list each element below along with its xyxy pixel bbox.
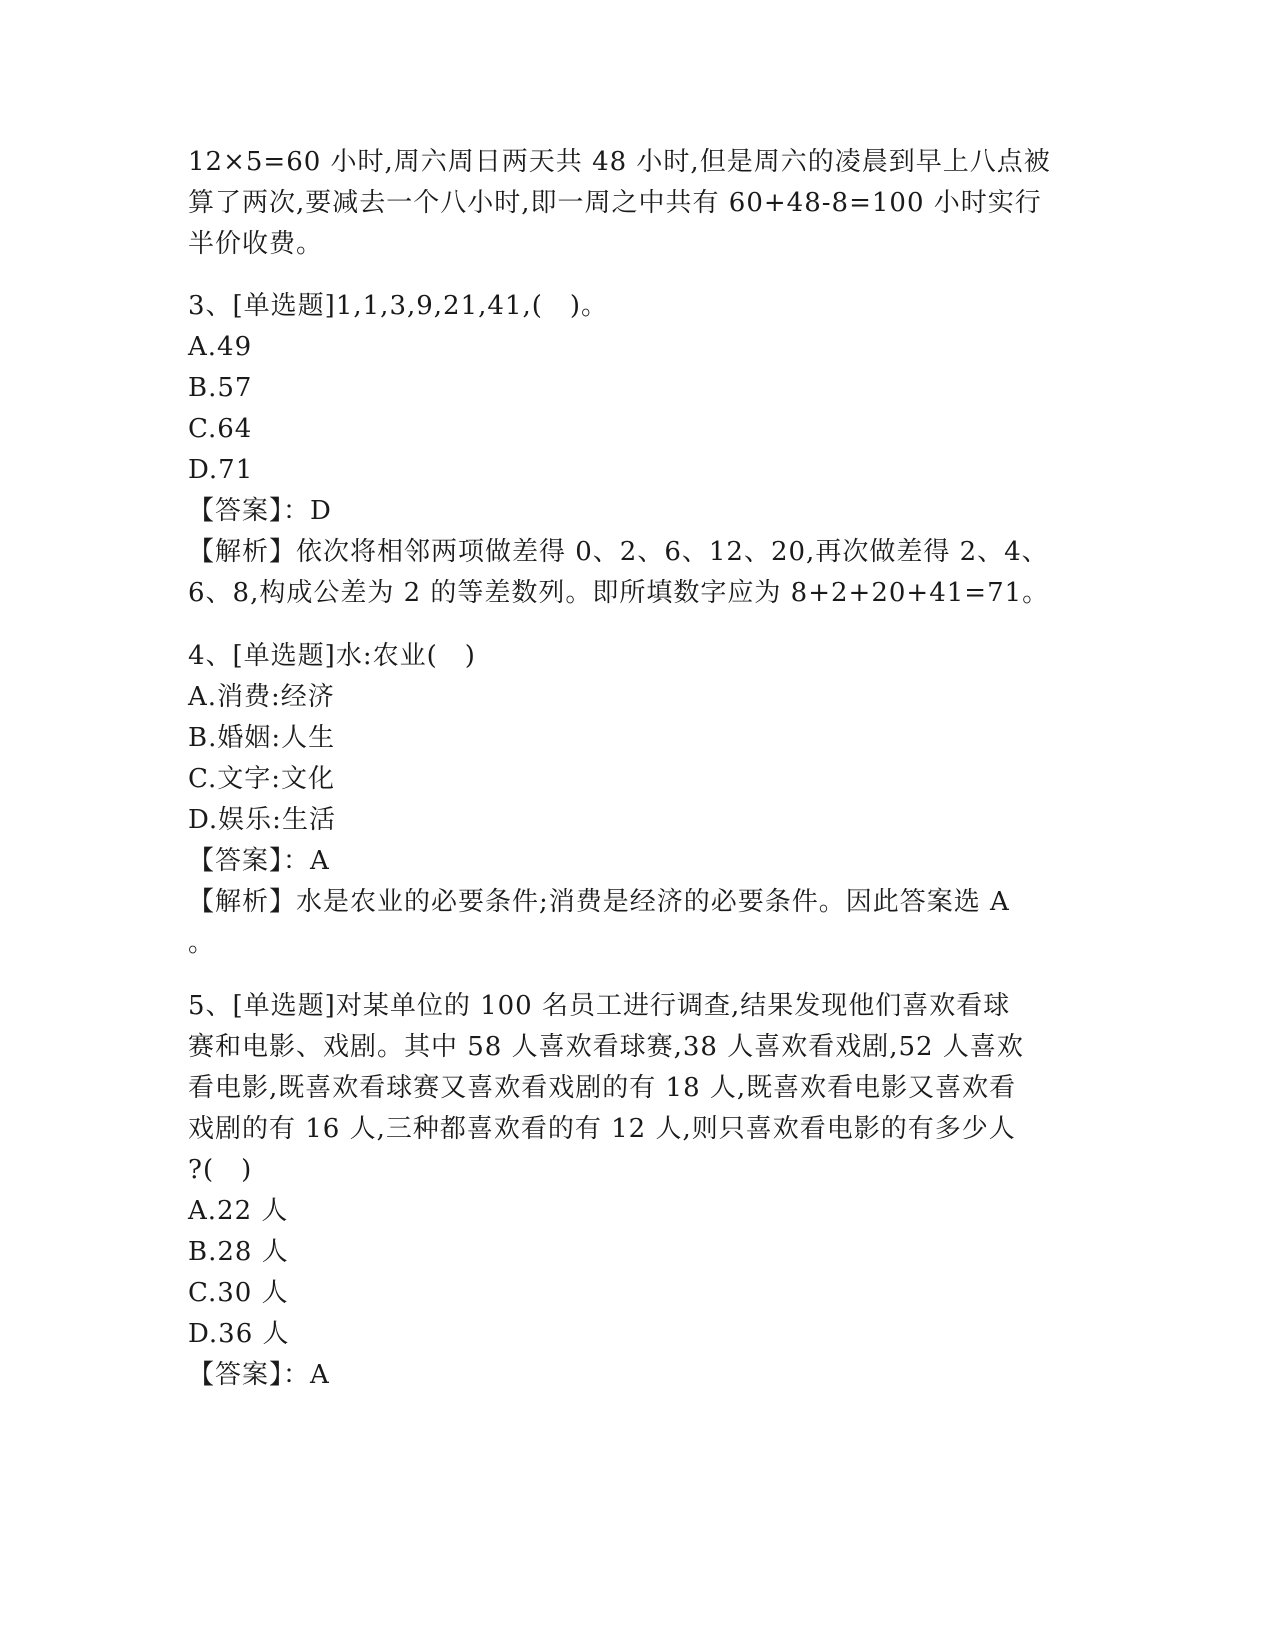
option-a: A.49 — [188, 332, 253, 362]
question-stem: 5、[单选题]对某单位的 100 名员工进行调查,结果发现他们喜欢看球 — [188, 991, 1011, 1021]
option-b: B.28 人 — [188, 1237, 289, 1267]
intro-line: 12×5=60 小时,周六周日两天共 48 小时,但是周六的凌晨到早上八点被 — [188, 147, 1051, 177]
question-stem: 4、[单选题]水:农业( ) — [188, 641, 476, 671]
option-d: D.36 人 — [188, 1319, 290, 1349]
option-c: C.30 人 — [188, 1278, 289, 1308]
analysis-line: 。 — [188, 928, 216, 958]
option-d: D.娱乐:生活 — [188, 805, 336, 835]
option-c: C.文字:文化 — [188, 764, 335, 794]
answer-line: 【答案】：D — [188, 496, 332, 526]
answer-line: 【答案】：A — [188, 1360, 330, 1390]
option-d: D.71 — [188, 455, 254, 485]
question-stem: 赛和电影、戏剧。其中 58 人喜欢看球赛,38 人喜欢看戏剧,52 人喜欢 — [188, 1032, 1024, 1062]
question-stem: ?( ) — [188, 1155, 253, 1185]
option-a: A.消费:经济 — [188, 682, 335, 712]
option-a: A.22 人 — [188, 1196, 289, 1226]
question-stem: 3、[单选题]1,1,3,9,21,41,( )。 — [188, 291, 609, 321]
answer-line: 【答案】：A — [188, 846, 330, 876]
question-stem: 看电影,既喜欢看球赛又喜欢看戏剧的有 18 人,既喜欢看电影又喜欢看 — [188, 1073, 1017, 1103]
analysis-line: 【解析】依次将相邻两项做差得 0、2、6、12、20,再次做差得 2、4、 — [188, 537, 1049, 567]
option-b: B.57 — [188, 373, 253, 403]
intro-line: 半价收费。 — [188, 229, 324, 259]
option-c: C.64 — [188, 414, 253, 444]
analysis-line: 【解析】水是农业的必要条件;消费是经济的必要条件。因此答案选 A — [188, 887, 1010, 917]
option-b: B.婚姻:人生 — [188, 723, 336, 753]
analysis-line: 6、8,构成公差为 2 的等差数列。即所填数字应为 8+2+20+41=71。 — [188, 578, 1050, 608]
intro-line: 算了两次,要减去一个八小时,即一周之中共有 60+48-8=100 小时实行 — [188, 188, 1042, 218]
question-stem: 戏剧的有 16 人,三种都喜欢看的有 12 人,则只喜欢看电影的有多少人 — [188, 1114, 1016, 1144]
